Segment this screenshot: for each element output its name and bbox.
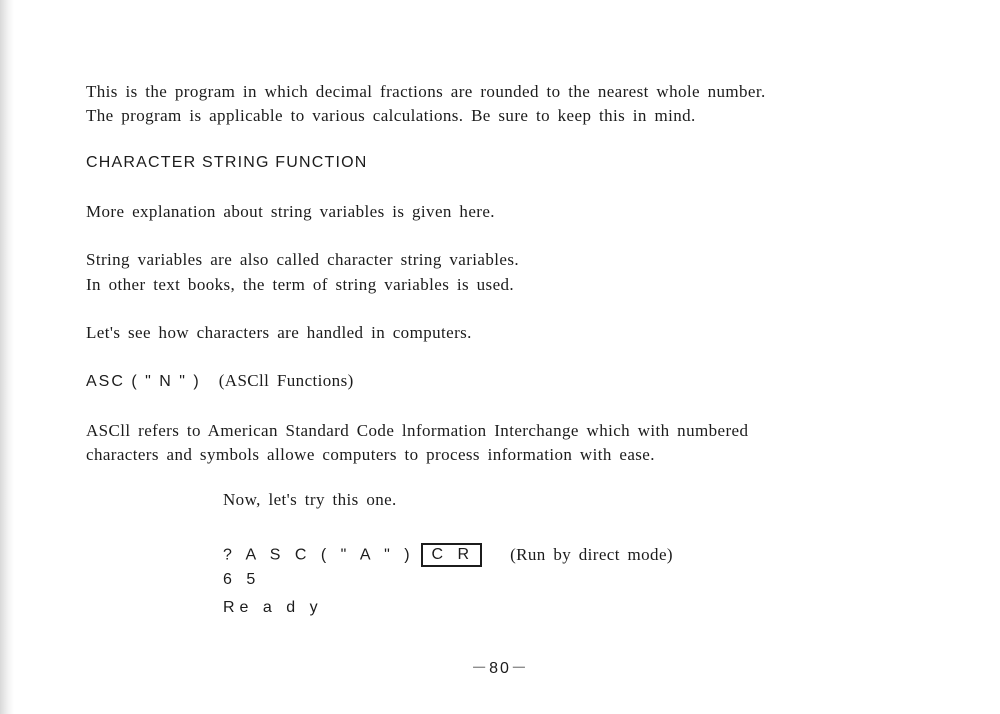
example-command-line: [223, 544, 673, 568]
example-intro: Now, let's try this one.: [223, 490, 397, 509]
paragraph-2: More explanation about string variables is given here.: [86, 202, 495, 221]
paragraph-5-line-1: ASCll refers to American Standard Code lnformation Interchange which with numbered: [86, 421, 749, 440]
example-command: ? A S C ( " A " ): [223, 546, 415, 564]
page-edge-shadow: [0, 0, 14, 714]
example-mode-note: (Run by direct mode): [510, 544, 673, 564]
asc-heading-description: (ASCll Functions): [218, 371, 354, 390]
section-heading: CHARACTER STRING FUNCTION: [86, 154, 368, 171]
asc-heading-label: ASC ( " N " ): [86, 373, 201, 390]
paragraph-3-line-2: In other text books, the term of string variables is used.: [86, 275, 515, 294]
paragraph-3-line-1: String variables are also called character string variables.: [86, 250, 519, 269]
page-number: －80－: [471, 660, 529, 677]
paragraph-5-line-2: characters and symbols allowe computers to process information with ease.: [86, 445, 655, 464]
paragraph-1-line-2: The program is applicable to various calculations. Be sure to keep this in mind.: [86, 106, 696, 125]
paragraph-4: Let's see how characters are handled in computers.: [86, 323, 472, 342]
example-output-value: 6 5: [223, 571, 261, 588]
cr-key-icon: C R: [421, 543, 483, 567]
asc-heading: [86, 371, 354, 392]
paragraph-1-line-1: This is the program in which decimal fractions are rounded to the nearest whole number.: [86, 82, 766, 101]
example-ready: Re a d y: [223, 599, 323, 616]
